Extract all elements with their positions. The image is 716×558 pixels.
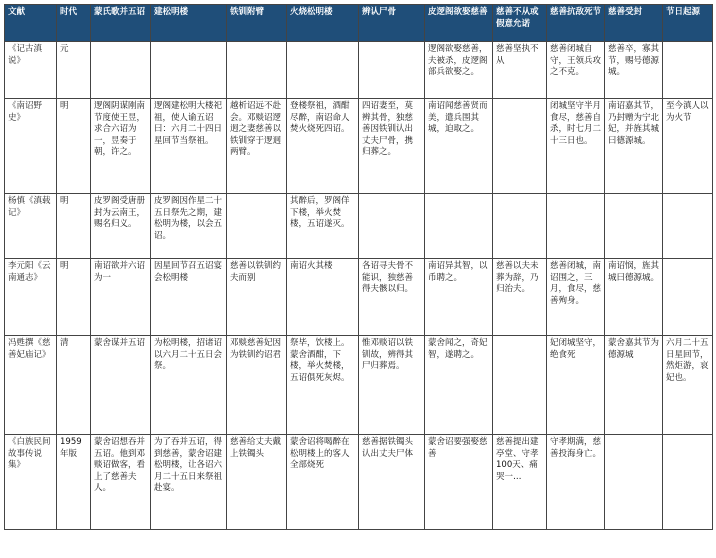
table-cell: 慈善提出建亭堂、守孝100天、痛哭一… — [493, 435, 547, 530]
table-cell: 冯甦撰《慈善妃庙记》 — [5, 336, 57, 435]
header-cell: 文献 — [5, 5, 57, 42]
table-row — [5, 435, 713, 530]
table-cell: 1959年版 — [57, 435, 91, 530]
header-cell: 火烧松明楼 — [287, 5, 359, 42]
header-cell: 慈善抗敌死节 — [547, 5, 605, 42]
table-cell: 各诏寻夫骨不能识，独慈善得夫骸以归。 — [359, 259, 425, 336]
table-cell: 邓赕慈善妃因为铁钏约诏君 — [227, 336, 287, 435]
header-cell: 建松明楼 — [151, 5, 227, 42]
table-cell — [287, 42, 359, 99]
header-cell: 皮逻阁欲娶慈善 — [425, 5, 493, 42]
table-cell: 南诏异其智，以币聘之。 — [425, 259, 493, 336]
table-cell — [227, 42, 287, 99]
table-cell: 慈善闭城自守，王领兵攻之不克。 — [547, 42, 605, 99]
table-row — [5, 259, 713, 336]
table-cell: 蒙舍嘉其节为德源城 — [605, 336, 663, 435]
table-cell: 蒙舍谋并五诏 — [91, 336, 151, 435]
table-cell — [359, 194, 425, 259]
table-cell: 为了吞并五诏，得到慈善，蒙舍诏建松明楼，让各诏六月二十五日来祭祖赴宴。 — [151, 435, 227, 530]
table-cell: 守孝期满，慈善投海身亡。 — [547, 435, 605, 530]
header-cell: 慈善受封 — [605, 5, 663, 42]
table-cell: 明 — [57, 259, 91, 336]
table-row — [5, 99, 713, 194]
table-cell — [425, 194, 493, 259]
table-cell: 南诏闻慈善贤而美，遣兵围其城，迫取之。 — [425, 99, 493, 194]
table-cell: 南诏火其楼 — [287, 259, 359, 336]
table-cell: 慈善以铁钏约夫而别 — [227, 259, 287, 336]
table-cell — [547, 194, 605, 259]
table-cell: 逻阁阴谋刚南节度使王昱，求合六诏为一，昱奏于朝，许之。 — [91, 99, 151, 194]
table-cell — [663, 259, 713, 336]
table-cell — [605, 435, 663, 530]
table-cell: 至今滇人以为火节 — [663, 99, 713, 194]
header-cell: 慈善不从或假意允诺 — [493, 5, 547, 42]
table-cell — [663, 435, 713, 530]
table-cell: 蒙舍诏想吞并五诏。他到邓赕诏做客，看上了慈善夫人。 — [91, 435, 151, 530]
table-cell: 皮罗阁受唐册封为云南王，赐名归义。 — [91, 194, 151, 259]
table-cell: 为松明楼，招诸诏以六月二十五日会祭。 — [151, 336, 227, 435]
table-cell — [151, 42, 227, 99]
table-cell: 南诏嘉其节，乃封赠为宁北妃，并旌其城曰德源城。 — [605, 99, 663, 194]
table-row — [5, 194, 713, 259]
table-cell: 南诏欲并六诏为一 — [91, 259, 151, 336]
table-cell: 其醉后，罗阁佯下楼，举火焚楼，五诏遂灭。 — [287, 194, 359, 259]
literature-table — [4, 4, 713, 530]
header-row — [5, 5, 713, 42]
table-cell — [493, 99, 547, 194]
table-cell: 慈善以夫未葬为辞，乃归治夫。 — [493, 259, 547, 336]
table-cell: 明 — [57, 99, 91, 194]
table-cell: 六月二十五日星回节，然炬游，哀妃也。 — [663, 336, 713, 435]
table-cell: 慈善据铁镯头认出丈夫尸体 — [359, 435, 425, 530]
table-cell: 慈善闭城，南诏围之，三月，食尽，慈善殉身。 — [547, 259, 605, 336]
table-cell: 《南诏野史》 — [5, 99, 57, 194]
table-cell: 元 — [57, 42, 91, 99]
table-cell: 越析诏远不赴会。邓赕诏逻迥之妻慈善以铁钏穿于逻迥两臂。 — [227, 99, 287, 194]
table-cell: 逻阁欲娶慈善，夫被杀，皮逻阁部兵欲娶之。 — [425, 42, 493, 99]
table-cell: 清 — [57, 336, 91, 435]
table-cell: 蒙舍闻之，奇妃智，遂聘之。 — [425, 336, 493, 435]
table-cell: 惟邓赕诏以铁钏故，辨得其尸归葬焉。 — [359, 336, 425, 435]
table-cell: 李元阳《云南通志》 — [5, 259, 57, 336]
table-cell: 登楼祭祖，酒酣尽醉，南诏命人焚火烧死四诏。 — [287, 99, 359, 194]
table-cell: 慈善给丈夫戴上铁镯头 — [227, 435, 287, 530]
table-cell: 逻阁建松明大楼祀祖，使人谕五诏曰：六月二十四日星回节当祭祖。 — [151, 99, 227, 194]
table-cell: 闭城坚守半月食尽，慈善自杀，时七月二十三日也。 — [547, 99, 605, 194]
table-cell: 明 — [57, 194, 91, 259]
header-cell: 铁钏附臂 — [227, 5, 287, 42]
table-cell: 蒙舍诏将喝醉在松明楼上的客人全部烧死 — [287, 435, 359, 530]
table-cell: 祭毕，饮楼上。蒙舍酒酣，下楼，举火焚楼，五诏俱死灰烬。 — [287, 336, 359, 435]
table-cell: 《记古滇说》 — [5, 42, 57, 99]
header-cell: 蒙氏歌并五诏 — [91, 5, 151, 42]
header-cell: 辨认尸骨 — [359, 5, 425, 42]
header-cell: 节日起源 — [663, 5, 713, 42]
table-cell: 南诏悯，旌其城曰德源城。 — [605, 259, 663, 336]
table-cell: 蒙舍诏要强娶慈善 — [425, 435, 493, 530]
table-cell: 妃闭城坚守，绝食死 — [547, 336, 605, 435]
table-cell: 《白族民间故事传说集》 — [5, 435, 57, 530]
header-cell: 时代 — [57, 5, 91, 42]
table-cell — [663, 194, 713, 259]
table-row — [5, 336, 713, 435]
table-cell: 四诏妻至，莫辨其骨，独慈善因铁钏认出丈夫尸骨，携归葬之。 — [359, 99, 425, 194]
table-cell — [359, 42, 425, 99]
table-cell — [227, 194, 287, 259]
table-cell — [663, 42, 713, 99]
table-cell — [493, 336, 547, 435]
table-cell: 皮罗阁因作星二十五日祭先之期，建松明为楼，以会五诏。 — [151, 194, 227, 259]
table-cell: 杨慎《滇载记》 — [5, 194, 57, 259]
table-cell: 慈善卒，寡其节，赐号德源城。 — [605, 42, 663, 99]
table-cell: 慈善坚执不从 — [493, 42, 547, 99]
table-row — [5, 42, 713, 99]
table-cell — [605, 194, 663, 259]
table-cell — [493, 194, 547, 259]
table-cell — [91, 42, 151, 99]
table-cell: 因星回节召五诏宴会松明楼 — [151, 259, 227, 336]
